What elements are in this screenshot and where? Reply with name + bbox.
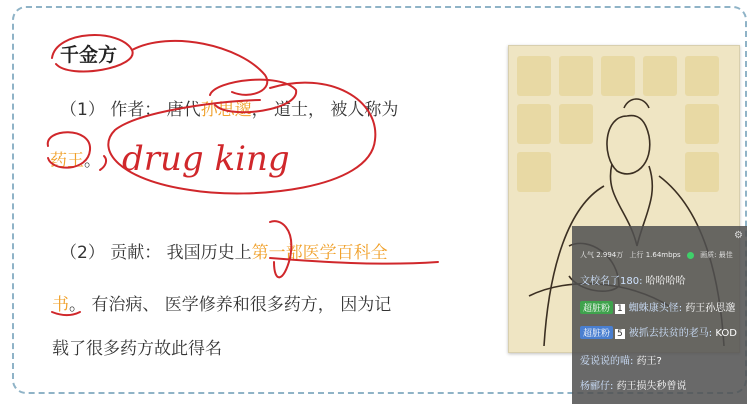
settings-icon[interactable]: ⚙: [734, 230, 743, 241]
title-line: 药王。: [50, 151, 101, 171]
quality-stat: 画质: 最佳: [700, 251, 733, 259]
contribution-line-3: 载了很多药方故此得名: [52, 339, 222, 359]
handwriting-text: drug king: [122, 139, 290, 179]
chat-message: 文校名了180: 哈哈哈哈: [580, 276, 686, 287]
upload-stat: 上行 1.64mbps: [629, 251, 681, 259]
author-line: （1） 作者： 唐代孙思邈， 道士， 被人称为: [60, 100, 399, 120]
status-dot-icon: [687, 252, 694, 259]
chat-message: 超脏粉 1 蜘蛛康头怪: 药王孙思邈: [580, 299, 735, 314]
chat-message: 超脏粉 5 被抓去扶贫的老马: KOD: [580, 324, 737, 339]
stream-stats: [580, 250, 737, 260]
contribution-line-2: 书。 有治病、 医学修养和很多药方， 因为记: [52, 295, 392, 315]
popularity-stat: 人气 2.994万: [580, 251, 624, 259]
chat-message: 杨郦仔: 药王损失秒曾说: [580, 381, 687, 392]
lesson-title: 千金方: [60, 44, 118, 66]
chat-message: 爱说说的喵: 药王?: [580, 356, 662, 367]
contribution-line: （2） 贡献： 我国历史上第一部医学百科全: [60, 243, 388, 263]
live-chat-overlay: [572, 226, 747, 404]
